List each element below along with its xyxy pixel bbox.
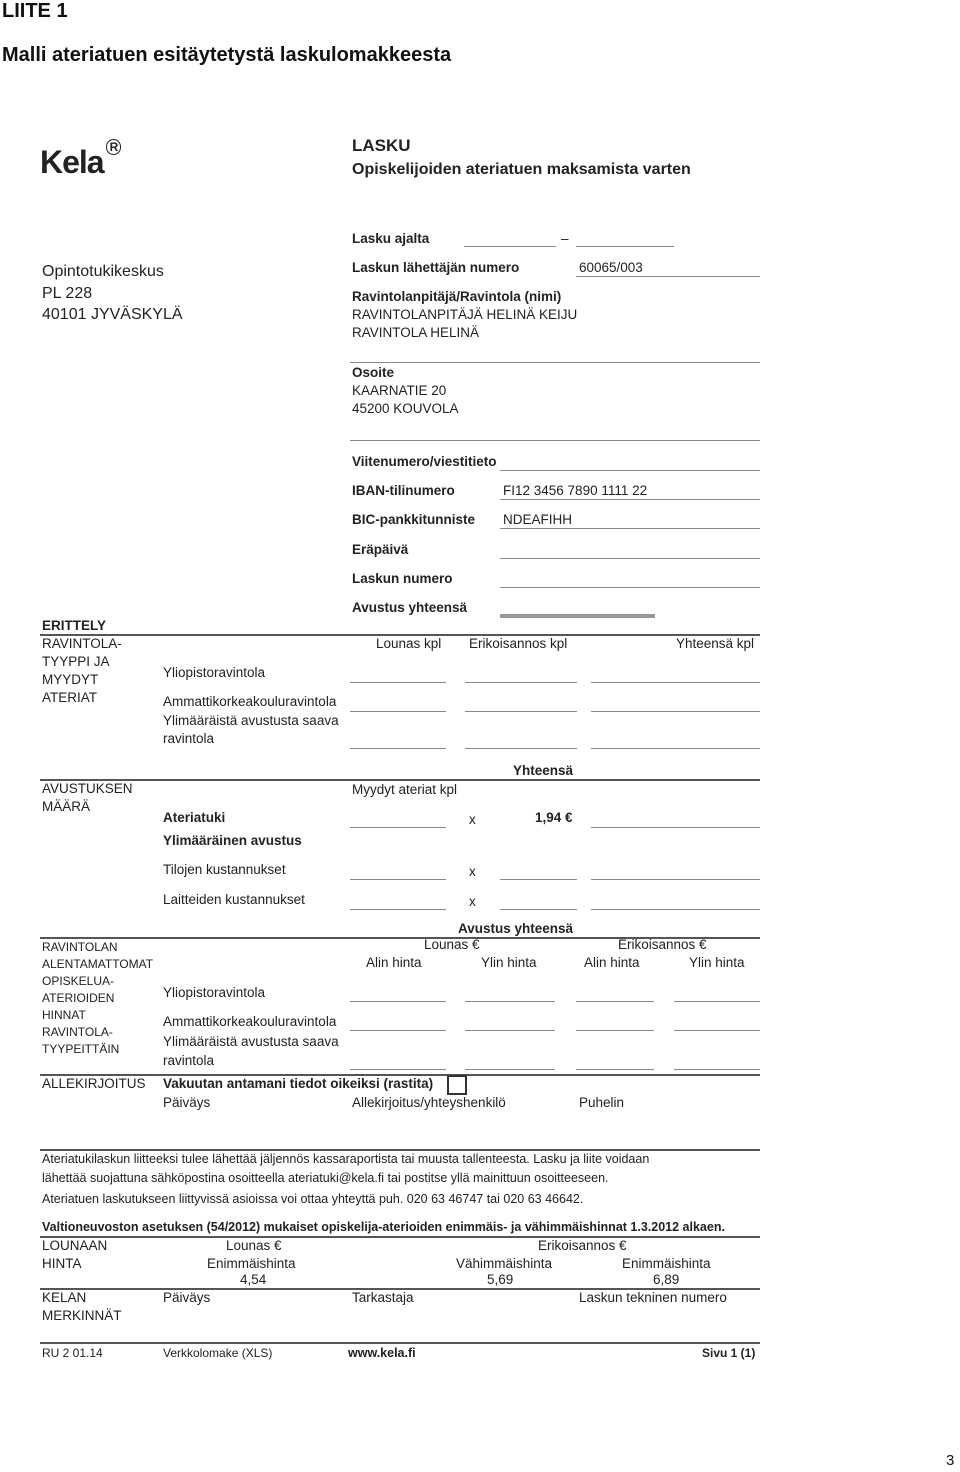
bic-label: BIC-pankkitunniste (352, 512, 476, 527)
divider (40, 1342, 760, 1344)
technical-number-label: Laskun tekninen numero (579, 1290, 727, 1305)
row-extra-grant: Ylimääräistä avustusta saava (163, 713, 339, 728)
extra-subsidy-label: Ylimääräinen avustus (163, 833, 302, 848)
row-university: Yliopistoravintola (163, 665, 266, 680)
prices-row-polytechnic: Ammattikorkeakouluravintola (163, 1014, 337, 1029)
prices-row-extra: Ylimääräistä avustusta saava (163, 1034, 339, 1049)
meal-subsidy-count-field[interactable] (350, 827, 446, 828)
lunch-min-heading: Alin hinta (366, 955, 422, 970)
max-price-value-2: 6,89 (653, 1272, 680, 1287)
col-special-count: Erikoisannos kpl (469, 636, 568, 651)
extra-special-max-field[interactable] (674, 1069, 760, 1070)
period-start-field[interactable] (464, 246, 556, 247)
due-date-field[interactable] (500, 558, 760, 559)
multiply-sign: x (469, 864, 476, 879)
confirm-checkbox[interactable] (447, 1075, 467, 1095)
meal-subsidy-label: Ateriatuki (163, 810, 226, 825)
sender-number-value: 60065/003 (579, 260, 643, 275)
extra-special-min-field[interactable] (576, 1069, 654, 1070)
subsidy-total-heading: Yhteensä (513, 763, 574, 778)
max-price-label-1: Enimmäishinta (207, 1256, 296, 1271)
form-title: LASKU (352, 136, 411, 155)
restaurant-line-2: RAVINTOLA HELINÄ (352, 325, 480, 340)
sold-meals-label: Myydyt ateriat kpl (352, 782, 458, 797)
reference-label: Viitenumero/viestitieto (352, 454, 497, 469)
due-date-label: Eräpäivä (352, 542, 409, 557)
postal-address: 45200 KOUVOLA (352, 401, 459, 416)
form-subtitle: Opiskelijoiden ateriatuen maksamista varten (352, 161, 691, 178)
date-label: Päiväys (163, 1095, 211, 1110)
polytechnic-lunch-field[interactable] (350, 711, 446, 712)
university-special-field[interactable] (465, 682, 577, 683)
page-number: 3 (946, 1452, 955, 1469)
max-price-value-1: 4,54 (240, 1272, 267, 1287)
min-price-value: 5,69 (487, 1272, 514, 1287)
univ-special-max-field[interactable] (674, 1001, 760, 1002)
extra-total-field[interactable] (591, 748, 760, 749)
premises-count-field[interactable] (350, 879, 446, 880)
row-polytechnic: Ammattikorkeakouluravintola (163, 694, 337, 709)
grant-total-heading: Avustus yhteensä (458, 921, 574, 936)
prices-lunch-heading: Lounas € (424, 937, 480, 952)
reference-field[interactable] (500, 470, 760, 471)
registered-icon: R (106, 139, 122, 155)
university-total-field[interactable] (591, 682, 760, 683)
sender-number-label: Laskun lähettäjän numero (352, 260, 520, 275)
itemization-side-1: RAVINTOLA- (42, 636, 122, 651)
kela-notes-side-1: KELAN (42, 1290, 87, 1305)
total-grant-field[interactable] (500, 614, 655, 618)
prices-side-2: ALENTAMATTOMAT (42, 957, 154, 971)
polytechnic-special-field[interactable] (465, 711, 577, 712)
address-line-2: PL 228 (42, 285, 93, 302)
poly-special-max-field[interactable] (674, 1030, 760, 1031)
meal-subsidy-total-field[interactable] (591, 827, 760, 828)
special-min-heading: Alin hinta (584, 955, 640, 970)
meal-subsidy-price: 1,94 € (535, 810, 573, 825)
signature-side: ALLEKIRJOITUS (42, 1076, 146, 1091)
note-line-3: Ateriatuen laskutukseen liittyvissä asioissa voi ottaa yhteyttä puh. 020 63 46747 tai 020 63 46642. (42, 1192, 584, 1206)
prices-side-6: RAVINTOLA- (42, 1025, 113, 1039)
period-dash: – (561, 231, 569, 246)
equipment-costs-label: Laitteiden kustannukset (163, 892, 305, 907)
decree-text: Valtioneuvoston asetuksen (54/2012) mukaiset opiskelija-aterioiden enimmäis- ja vähimmäishinnat 1.3.2012 alkaen. (42, 1220, 725, 1234)
address-label: Osoite (352, 365, 395, 380)
prices-special-heading: Erikoisannos € (618, 937, 707, 952)
prices-side-3: OPISKELUA- (42, 974, 115, 988)
univ-special-min-field[interactable] (576, 1001, 654, 1002)
min-price-label: Vähimmäishinta (456, 1256, 553, 1271)
extra-lunch-max-field[interactable] (465, 1069, 555, 1070)
prices-side-7: TYYPEITTÄIN (42, 1042, 120, 1056)
university-lunch-field[interactable] (350, 682, 446, 683)
address-line-3: 40101 JYVÄSKYLÄ (42, 306, 183, 323)
row-extra-grant-2: ravintola (163, 731, 215, 746)
univ-lunch-min-field[interactable] (350, 1001, 446, 1002)
appendix-label: LIITE 1 (2, 0, 68, 22)
itemization-side-3: MYYDYT (42, 672, 99, 687)
divider (40, 1149, 760, 1151)
premises-price-field[interactable] (500, 879, 577, 880)
note-line-1: Ateriatukilaskun liitteeksi tulee lähettää jäljennös kassaraportista tai muusta tallenteesta. Lasku ja liite voidaan (42, 1152, 650, 1166)
multiply-sign: x (469, 894, 476, 909)
bic-field[interactable] (500, 528, 760, 529)
divider (40, 779, 760, 781)
kela-url[interactable]: www.kela.fi (348, 1346, 416, 1360)
equipment-total-field[interactable] (591, 909, 760, 910)
phone-label: Puhelin (579, 1095, 625, 1110)
invoice-number-field[interactable] (500, 587, 760, 588)
note-line-2: lähettää suojattuna sähköpostina osoitteella ateriatuki@kela.fi tai postitse yllä mainittuun osoitteeseen. (42, 1171, 609, 1185)
equipment-price-field[interactable] (500, 909, 577, 910)
subsidy-side-2: MÄÄRÄ (42, 799, 91, 814)
univ-lunch-max-field[interactable] (465, 1001, 555, 1002)
invoice-number-label: Laskun numero (352, 571, 453, 586)
period-label: Lasku ajalta (352, 231, 430, 246)
special-price-heading: Erikoisannos € (538, 1238, 627, 1253)
lunch-max-heading: Ylin hinta (481, 955, 537, 970)
kela-logo: Kela $^R$ (40, 140, 121, 181)
polytechnic-total-field[interactable] (591, 711, 760, 712)
page-indicator: Sivu 1 (1) (702, 1346, 756, 1360)
iban-value: FI12 3456 7890 1111 22 (503, 483, 648, 498)
max-price-label-2: Enimmäishinta (622, 1256, 711, 1271)
sender-number-field[interactable] (576, 276, 760, 277)
page-heading: Malli ateriatuen esitäytetystä laskulomakkeesta (2, 44, 452, 66)
kela-notes-side-2: MERKINNÄT (42, 1308, 122, 1323)
prices-side-4: ATERIOIDEN (42, 991, 115, 1005)
col-total-count: Yhteensä kpl (676, 636, 755, 651)
street-address: KAARNATIE 20 (352, 383, 447, 398)
period-end-field[interactable] (576, 246, 674, 247)
restaurant-label: Ravintolanpitäjä/Ravintola (nimi) (352, 289, 562, 304)
form-code: RU 2 01.14 (42, 1346, 103, 1360)
subsidy-side-1: AVUSTUKSEN (42, 781, 133, 796)
lunch-price-side-2: HINTA (42, 1256, 82, 1271)
equipment-count-field[interactable] (350, 909, 446, 910)
lunch-price-side-1: LOUNAAN (42, 1238, 108, 1253)
lunch-price-heading: Lounas € (226, 1238, 282, 1253)
signature-label: Allekirjoitus/yhteyshenkilö (352, 1095, 506, 1110)
address-line-1: Opintotukikeskus (42, 263, 164, 280)
extra-special-field[interactable] (465, 748, 577, 749)
prices-side-5: HINNAT (42, 1008, 86, 1022)
iban-field[interactable] (500, 499, 760, 500)
prices-side-1: RAVINTOLAN (42, 940, 118, 954)
total-grant-label: Avustus yhteensä (352, 600, 468, 615)
itemization-side-4: ATERIAT (42, 690, 98, 705)
poly-special-min-field[interactable] (576, 1030, 654, 1031)
divider (40, 1236, 760, 1238)
extra-lunch-field[interactable] (350, 748, 446, 749)
kela-date-label: Päiväys (163, 1290, 211, 1305)
poly-lunch-min-field[interactable] (350, 1030, 446, 1031)
multiply-sign: x (469, 812, 476, 827)
premises-costs-label: Tilojen kustannukset (163, 862, 286, 877)
form-type: Verkkolomake (XLS) (163, 1346, 273, 1360)
itemization-side-2: TYYPPI JA (42, 654, 110, 669)
bic-value: NDEAFIHH (503, 512, 573, 527)
prices-row-university: Yliopistoravintola (163, 985, 266, 1000)
iban-label: IBAN-tilinumero (352, 483, 455, 498)
restaurant-line-1: RAVINTOLANPITÄJÄ HELINÄ KEIJU (352, 307, 578, 322)
confirm-text: Vakuutan antamani tiedot oikeiksi (rastita) (163, 1076, 434, 1091)
special-max-heading: Ylin hinta (689, 955, 745, 970)
premises-total-field[interactable] (591, 879, 760, 880)
address-field[interactable] (350, 440, 760, 441)
inspector-label: Tarkastaja (352, 1290, 414, 1305)
extra-lunch-min-field[interactable] (350, 1069, 446, 1070)
poly-lunch-max-field[interactable] (465, 1030, 555, 1031)
restaurant-field[interactable] (350, 362, 760, 363)
col-lunch-count: Lounas kpl (376, 636, 442, 651)
itemization-title: ERITTELY (42, 618, 107, 633)
prices-row-extra-2: ravintola (163, 1053, 215, 1068)
